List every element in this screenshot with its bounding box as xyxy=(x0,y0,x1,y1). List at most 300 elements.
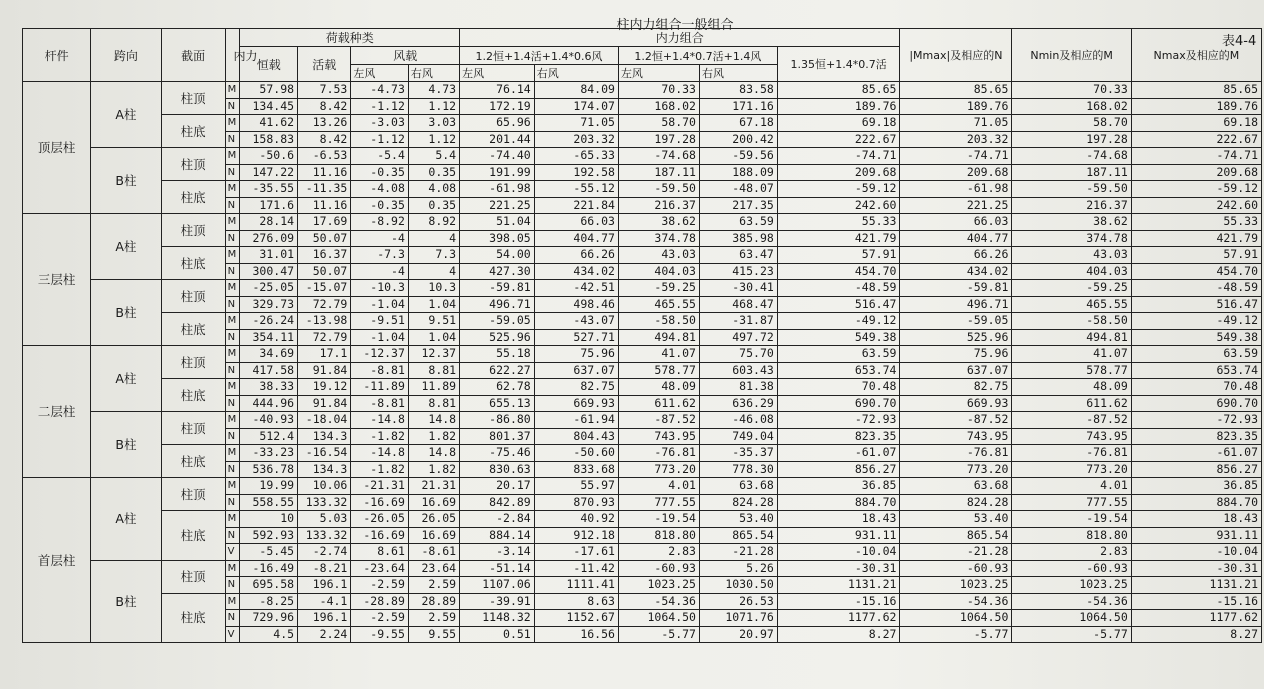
value-cell: 50.07 xyxy=(298,263,351,280)
value-cell: 804.43 xyxy=(534,428,618,445)
value-cell: 494.81 xyxy=(618,329,699,346)
value-cell: 9.51 xyxy=(408,313,459,330)
value-cell: 72.79 xyxy=(298,329,351,346)
value-cell: -2.74 xyxy=(298,544,351,561)
value-cell: 34.69 xyxy=(240,346,298,363)
value-cell: 41.62 xyxy=(240,115,298,132)
value-cell: 48.09 xyxy=(618,379,699,396)
value-cell: 76.14 xyxy=(460,82,535,99)
section-cell: 柱顶 xyxy=(161,280,225,313)
value-cell: 216.37 xyxy=(1012,197,1131,214)
value-cell: -74.71 xyxy=(1131,148,1261,165)
value-cell: -8.81 xyxy=(351,362,409,379)
value-cell: 216.37 xyxy=(618,197,699,214)
table-row xyxy=(23,82,1262,99)
value-cell: 454.70 xyxy=(777,263,900,280)
value-cell: 43.03 xyxy=(618,247,699,264)
value-cell: 1023.25 xyxy=(618,577,699,594)
value-cell: 611.62 xyxy=(618,395,699,412)
section-cell: 柱顶 xyxy=(161,478,225,511)
value-cell: 7.3 xyxy=(408,247,459,264)
value-cell: -74.40 xyxy=(460,148,535,165)
value-cell: 209.68 xyxy=(777,164,900,181)
value-cell: -87.52 xyxy=(900,412,1012,429)
value-cell: 8.27 xyxy=(1131,626,1261,643)
value-cell: 57.91 xyxy=(1131,247,1261,264)
value-cell: -30.31 xyxy=(777,560,900,577)
value-cell: 1064.50 xyxy=(900,610,1012,627)
value-cell: 36.85 xyxy=(777,478,900,495)
value-cell: 1131.21 xyxy=(777,577,900,594)
header-combo1-left: 左风 xyxy=(460,65,535,82)
value-cell: -14.8 xyxy=(351,445,409,462)
value-cell: 18.43 xyxy=(1131,511,1261,528)
value-cell: -59.05 xyxy=(900,313,1012,330)
table-body xyxy=(23,82,1262,643)
value-cell: 134.45 xyxy=(240,98,298,115)
value-cell: 196.1 xyxy=(298,610,351,627)
value-cell: -74.68 xyxy=(618,148,699,165)
value-cell: 54.00 xyxy=(460,247,535,264)
value-cell: 496.71 xyxy=(900,296,1012,313)
value-cell: 637.07 xyxy=(534,362,618,379)
member-cell: 二层柱 xyxy=(23,346,91,478)
value-cell: 62.78 xyxy=(460,379,535,396)
value-cell: -28.89 xyxy=(351,593,409,610)
value-cell: 404.03 xyxy=(618,263,699,280)
force-cell: M xyxy=(225,478,240,495)
value-cell: 1131.21 xyxy=(1131,577,1261,594)
value-cell: 69.18 xyxy=(1131,115,1261,132)
value-cell: 40.92 xyxy=(534,511,618,528)
value-cell: -14.8 xyxy=(351,412,409,429)
span-cell: B柱 xyxy=(91,560,161,643)
value-cell: 404.77 xyxy=(900,230,1012,247)
value-cell: 55.97 xyxy=(534,478,618,495)
value-cell: 84.09 xyxy=(534,82,618,99)
value-cell: 71.05 xyxy=(534,115,618,132)
value-cell: 527.71 xyxy=(534,329,618,346)
value-cell: 824.28 xyxy=(699,494,777,511)
value-cell: 1064.50 xyxy=(618,610,699,627)
value-cell: -49.12 xyxy=(777,313,900,330)
value-cell: -1.04 xyxy=(351,296,409,313)
value-cell: 10 xyxy=(240,511,298,528)
span-cell: B柱 xyxy=(91,280,161,346)
section-cell: 柱顶 xyxy=(161,214,225,247)
value-cell: 830.63 xyxy=(460,461,535,478)
value-cell: 5.4 xyxy=(408,148,459,165)
value-cell: 38.62 xyxy=(1012,214,1131,231)
value-cell: 603.43 xyxy=(699,362,777,379)
value-cell: 0.35 xyxy=(408,197,459,214)
value-cell: 85.65 xyxy=(777,82,900,99)
force-cell: M xyxy=(225,445,240,462)
value-cell: 63.59 xyxy=(777,346,900,363)
value-cell: 41.07 xyxy=(1012,346,1131,363)
value-cell: -55.12 xyxy=(534,181,618,198)
value-cell: 884.14 xyxy=(460,527,535,544)
force-cell: M xyxy=(225,379,240,396)
force-cell: N xyxy=(225,131,240,148)
value-cell: -26.24 xyxy=(240,313,298,330)
force-cell: N xyxy=(225,461,240,478)
value-cell: 36.85 xyxy=(1131,478,1261,495)
value-cell: -43.07 xyxy=(534,313,618,330)
value-cell: -12.37 xyxy=(351,346,409,363)
value-cell: 833.68 xyxy=(534,461,618,478)
value-cell: 2.83 xyxy=(618,544,699,561)
value-cell: 4.01 xyxy=(618,478,699,495)
value-cell: 17.1 xyxy=(298,346,351,363)
value-cell: -1.12 xyxy=(351,131,409,148)
value-cell: 51.04 xyxy=(460,214,535,231)
value-cell: -4.73 xyxy=(351,82,409,99)
value-cell: -65.33 xyxy=(534,148,618,165)
value-cell: 133.32 xyxy=(298,527,351,544)
value-cell: 516.47 xyxy=(1131,296,1261,313)
value-cell: 66.26 xyxy=(534,247,618,264)
value-cell: -51.14 xyxy=(460,560,535,577)
value-cell: 525.96 xyxy=(460,329,535,346)
value-cell: -10.04 xyxy=(777,544,900,561)
table-row xyxy=(23,593,1262,610)
force-cell: M xyxy=(225,280,240,297)
value-cell: -40.93 xyxy=(240,412,298,429)
value-cell: 12.37 xyxy=(408,346,459,363)
value-cell: 2.59 xyxy=(408,610,459,627)
value-cell: -74.71 xyxy=(900,148,1012,165)
value-cell: 209.68 xyxy=(900,164,1012,181)
value-cell: 31.01 xyxy=(240,247,298,264)
header-mmax: |Mmax|及相应的N xyxy=(900,29,1012,82)
value-cell: 57.91 xyxy=(777,247,900,264)
value-cell: -76.81 xyxy=(1012,445,1131,462)
value-cell: 865.54 xyxy=(699,527,777,544)
value-cell: 1148.32 xyxy=(460,610,535,627)
value-cell: 8.27 xyxy=(777,626,900,643)
value-cell: -16.49 xyxy=(240,560,298,577)
value-cell: 1064.50 xyxy=(1012,610,1131,627)
value-cell: 417.58 xyxy=(240,362,298,379)
table-title: 柱内力组合一般组合 xyxy=(616,18,734,33)
value-cell: -59.50 xyxy=(1012,181,1131,198)
table-row xyxy=(23,313,1262,330)
value-cell: -0.35 xyxy=(351,197,409,214)
value-cell: 11.89 xyxy=(408,379,459,396)
value-cell: 4.01 xyxy=(1012,478,1131,495)
value-cell: 133.32 xyxy=(298,494,351,511)
header-combo3: 1.35恒+1.4*0.7活 xyxy=(777,47,900,82)
value-cell: -3.14 xyxy=(460,544,535,561)
force-cell: M xyxy=(225,181,240,198)
value-cell: 1177.62 xyxy=(777,610,900,627)
value-cell: 58.70 xyxy=(1012,115,1131,132)
value-cell: -8.21 xyxy=(298,560,351,577)
span-cell: B柱 xyxy=(91,412,161,478)
value-cell: -25.05 xyxy=(240,280,298,297)
value-cell: 611.62 xyxy=(1012,395,1131,412)
value-cell: 743.95 xyxy=(1012,428,1131,445)
value-cell: 434.02 xyxy=(900,263,1012,280)
value-cell: 66.26 xyxy=(900,247,1012,264)
value-cell: -5.45 xyxy=(240,544,298,561)
header-live: 活载 xyxy=(298,47,351,82)
value-cell: 1107.06 xyxy=(460,577,535,594)
value-cell: 16.69 xyxy=(408,494,459,511)
value-cell: 749.04 xyxy=(699,428,777,445)
value-cell: 242.60 xyxy=(777,197,900,214)
value-cell: 884.70 xyxy=(1131,494,1261,511)
value-cell: -19.54 xyxy=(1012,511,1131,528)
table-header xyxy=(23,29,1262,82)
value-cell: 82.75 xyxy=(534,379,618,396)
value-cell: -58.50 xyxy=(618,313,699,330)
value-cell: -61.98 xyxy=(460,181,535,198)
value-cell: 70.33 xyxy=(618,82,699,99)
force-cell: N xyxy=(225,230,240,247)
value-cell: 823.35 xyxy=(777,428,900,445)
header-nmin: Nmin及相应的M xyxy=(1012,29,1131,82)
force-cell: N xyxy=(225,263,240,280)
value-cell: 189.76 xyxy=(777,98,900,115)
value-cell: 385.98 xyxy=(699,230,777,247)
value-cell: 444.96 xyxy=(240,395,298,412)
span-cell: A柱 xyxy=(91,82,161,148)
value-cell: 55.33 xyxy=(1131,214,1261,231)
value-cell: 1152.67 xyxy=(534,610,618,627)
value-cell: -9.51 xyxy=(351,313,409,330)
header-span: 跨向 xyxy=(91,29,161,82)
value-cell: 434.02 xyxy=(534,263,618,280)
value-cell: -59.12 xyxy=(777,181,900,198)
value-cell: 276.09 xyxy=(240,230,298,247)
value-cell: 5.03 xyxy=(298,511,351,528)
value-cell: 17.69 xyxy=(298,214,351,231)
header-nmax: Nmax及相应的M xyxy=(1131,29,1261,82)
force-cell: M xyxy=(225,593,240,610)
value-cell: -54.36 xyxy=(1012,593,1131,610)
value-cell: 83.58 xyxy=(699,82,777,99)
value-cell: 14.8 xyxy=(408,412,459,429)
value-cell: 777.55 xyxy=(1012,494,1131,511)
value-cell: 91.84 xyxy=(298,362,351,379)
value-cell: 189.76 xyxy=(1131,98,1261,115)
value-cell: 818.80 xyxy=(618,527,699,544)
value-cell: 201.44 xyxy=(460,131,535,148)
value-cell: -8.92 xyxy=(351,214,409,231)
value-cell: 71.05 xyxy=(900,115,1012,132)
header-combo2-right: 右风 xyxy=(699,65,777,82)
value-cell: 497.72 xyxy=(699,329,777,346)
value-cell: -48.07 xyxy=(699,181,777,198)
value-cell: 8.42 xyxy=(298,131,351,148)
value-cell: 19.12 xyxy=(298,379,351,396)
value-cell: 85.65 xyxy=(1131,82,1261,99)
value-cell: -50.6 xyxy=(240,148,298,165)
value-cell: 404.77 xyxy=(534,230,618,247)
table-number: 表4-4 xyxy=(1222,34,1257,49)
value-cell: 14.8 xyxy=(408,445,459,462)
table-row xyxy=(23,280,1262,297)
value-cell: 221.84 xyxy=(534,197,618,214)
value-cell: 743.95 xyxy=(900,428,1012,445)
value-cell: 200.42 xyxy=(699,131,777,148)
value-cell: 865.54 xyxy=(900,527,1012,544)
value-cell: 21.31 xyxy=(408,478,459,495)
value-cell: 4.73 xyxy=(408,82,459,99)
value-cell: 421.79 xyxy=(1131,230,1261,247)
force-cell: N xyxy=(225,329,240,346)
value-cell: 729.96 xyxy=(240,610,298,627)
value-cell: -8.25 xyxy=(240,593,298,610)
value-cell: 188.09 xyxy=(699,164,777,181)
value-cell: -42.51 xyxy=(534,280,618,297)
value-cell: 221.25 xyxy=(460,197,535,214)
value-cell: 4.5 xyxy=(240,626,298,643)
value-cell: 63.68 xyxy=(900,478,1012,495)
value-cell: 192.58 xyxy=(534,164,618,181)
force-cell: M xyxy=(225,346,240,363)
value-cell: -54.36 xyxy=(900,593,1012,610)
value-cell: -21.28 xyxy=(900,544,1012,561)
value-cell: -4 xyxy=(351,230,409,247)
value-cell: 58.70 xyxy=(618,115,699,132)
force-cell: N xyxy=(225,610,240,627)
value-cell: 1023.25 xyxy=(1012,577,1131,594)
value-cell: 4 xyxy=(408,263,459,280)
value-cell: -4.08 xyxy=(351,181,409,198)
table-row xyxy=(23,560,1262,577)
value-cell: -2.84 xyxy=(460,511,535,528)
force-cell: N xyxy=(225,577,240,594)
value-cell: 171.16 xyxy=(699,98,777,115)
value-cell: 81.38 xyxy=(699,379,777,396)
value-cell: 70.48 xyxy=(1131,379,1261,396)
value-cell: -23.64 xyxy=(351,560,409,577)
value-cell: 465.55 xyxy=(618,296,699,313)
value-cell: -59.81 xyxy=(900,280,1012,297)
value-cell: -59.25 xyxy=(1012,280,1131,297)
value-cell: 8.81 xyxy=(408,395,459,412)
value-cell: 622.27 xyxy=(460,362,535,379)
value-cell: -4 xyxy=(351,263,409,280)
value-cell: 67.18 xyxy=(699,115,777,132)
value-cell: 9.55 xyxy=(408,626,459,643)
value-cell: 48.09 xyxy=(1012,379,1131,396)
value-cell: -48.59 xyxy=(1131,280,1261,297)
value-cell: -72.93 xyxy=(1131,412,1261,429)
force-cell: M xyxy=(225,511,240,528)
value-cell: -4.1 xyxy=(298,593,351,610)
value-cell: 404.03 xyxy=(1012,263,1131,280)
header-combo2: 1.2恒+1.4*0.7活+1.4风 xyxy=(618,47,777,65)
value-cell: -10.3 xyxy=(351,280,409,297)
table-row xyxy=(23,511,1262,528)
value-cell: -15.16 xyxy=(1131,593,1261,610)
value-cell: 300.47 xyxy=(240,263,298,280)
value-cell: -58.50 xyxy=(1012,313,1131,330)
value-cell: 421.79 xyxy=(777,230,900,247)
value-cell: 196.1 xyxy=(298,577,351,594)
section-cell: 柱底 xyxy=(161,445,225,478)
value-cell: -11.89 xyxy=(351,379,409,396)
value-cell: 82.75 xyxy=(900,379,1012,396)
value-cell: 1.12 xyxy=(408,98,459,115)
value-cell: 823.35 xyxy=(1131,428,1261,445)
value-cell: -1.04 xyxy=(351,329,409,346)
value-cell: 4.08 xyxy=(408,181,459,198)
value-cell: 636.29 xyxy=(699,395,777,412)
value-cell: 824.28 xyxy=(900,494,1012,511)
value-cell: 66.03 xyxy=(534,214,618,231)
table-row xyxy=(23,181,1262,198)
value-cell: 55.18 xyxy=(460,346,535,363)
value-cell: -35.55 xyxy=(240,181,298,198)
value-cell: 13.26 xyxy=(298,115,351,132)
value-cell: 912.18 xyxy=(534,527,618,544)
value-cell: 23.64 xyxy=(408,560,459,577)
value-cell: -76.81 xyxy=(618,445,699,462)
value-cell: 168.02 xyxy=(1012,98,1131,115)
value-cell: 2.83 xyxy=(1012,544,1131,561)
value-cell: 690.70 xyxy=(777,395,900,412)
value-cell: 69.18 xyxy=(777,115,900,132)
value-cell: 20.97 xyxy=(699,626,777,643)
value-cell: 374.78 xyxy=(618,230,699,247)
value-cell: 28.89 xyxy=(408,593,459,610)
value-cell: -31.87 xyxy=(699,313,777,330)
value-cell: 38.33 xyxy=(240,379,298,396)
value-cell: -21.28 xyxy=(699,544,777,561)
span-cell: A柱 xyxy=(91,214,161,280)
value-cell: 19.99 xyxy=(240,478,298,495)
section-cell: 柱顶 xyxy=(161,560,225,593)
section-cell: 柱底 xyxy=(161,247,225,280)
value-cell: -60.93 xyxy=(618,560,699,577)
value-cell: 870.93 xyxy=(534,494,618,511)
value-cell: -87.52 xyxy=(618,412,699,429)
value-cell: -86.80 xyxy=(460,412,535,429)
value-cell: -59.25 xyxy=(618,280,699,297)
value-cell: 8.42 xyxy=(298,98,351,115)
value-cell: 1.12 xyxy=(408,131,459,148)
value-cell: 187.11 xyxy=(1012,164,1131,181)
value-cell: 592.93 xyxy=(240,527,298,544)
table-row xyxy=(23,247,1262,264)
value-cell: 773.20 xyxy=(1012,461,1131,478)
value-cell: 494.81 xyxy=(1012,329,1131,346)
value-cell: 427.30 xyxy=(460,263,535,280)
span-cell: A柱 xyxy=(91,478,161,561)
value-cell: 134.3 xyxy=(298,461,351,478)
table-row xyxy=(23,445,1262,462)
value-cell: 1.82 xyxy=(408,461,459,478)
value-cell: 10.3 xyxy=(408,280,459,297)
force-cell: M xyxy=(225,412,240,429)
value-cell: 842.89 xyxy=(460,494,535,511)
value-cell: -72.93 xyxy=(777,412,900,429)
value-cell: -30.31 xyxy=(1131,560,1261,577)
value-cell: -15.07 xyxy=(298,280,351,297)
value-cell: -5.77 xyxy=(900,626,1012,643)
force-cell: N xyxy=(225,164,240,181)
value-cell: 63.47 xyxy=(699,247,777,264)
value-cell: -15.16 xyxy=(777,593,900,610)
value-cell: -61.98 xyxy=(900,181,1012,198)
value-cell: -1.12 xyxy=(351,98,409,115)
value-cell: -9.55 xyxy=(351,626,409,643)
